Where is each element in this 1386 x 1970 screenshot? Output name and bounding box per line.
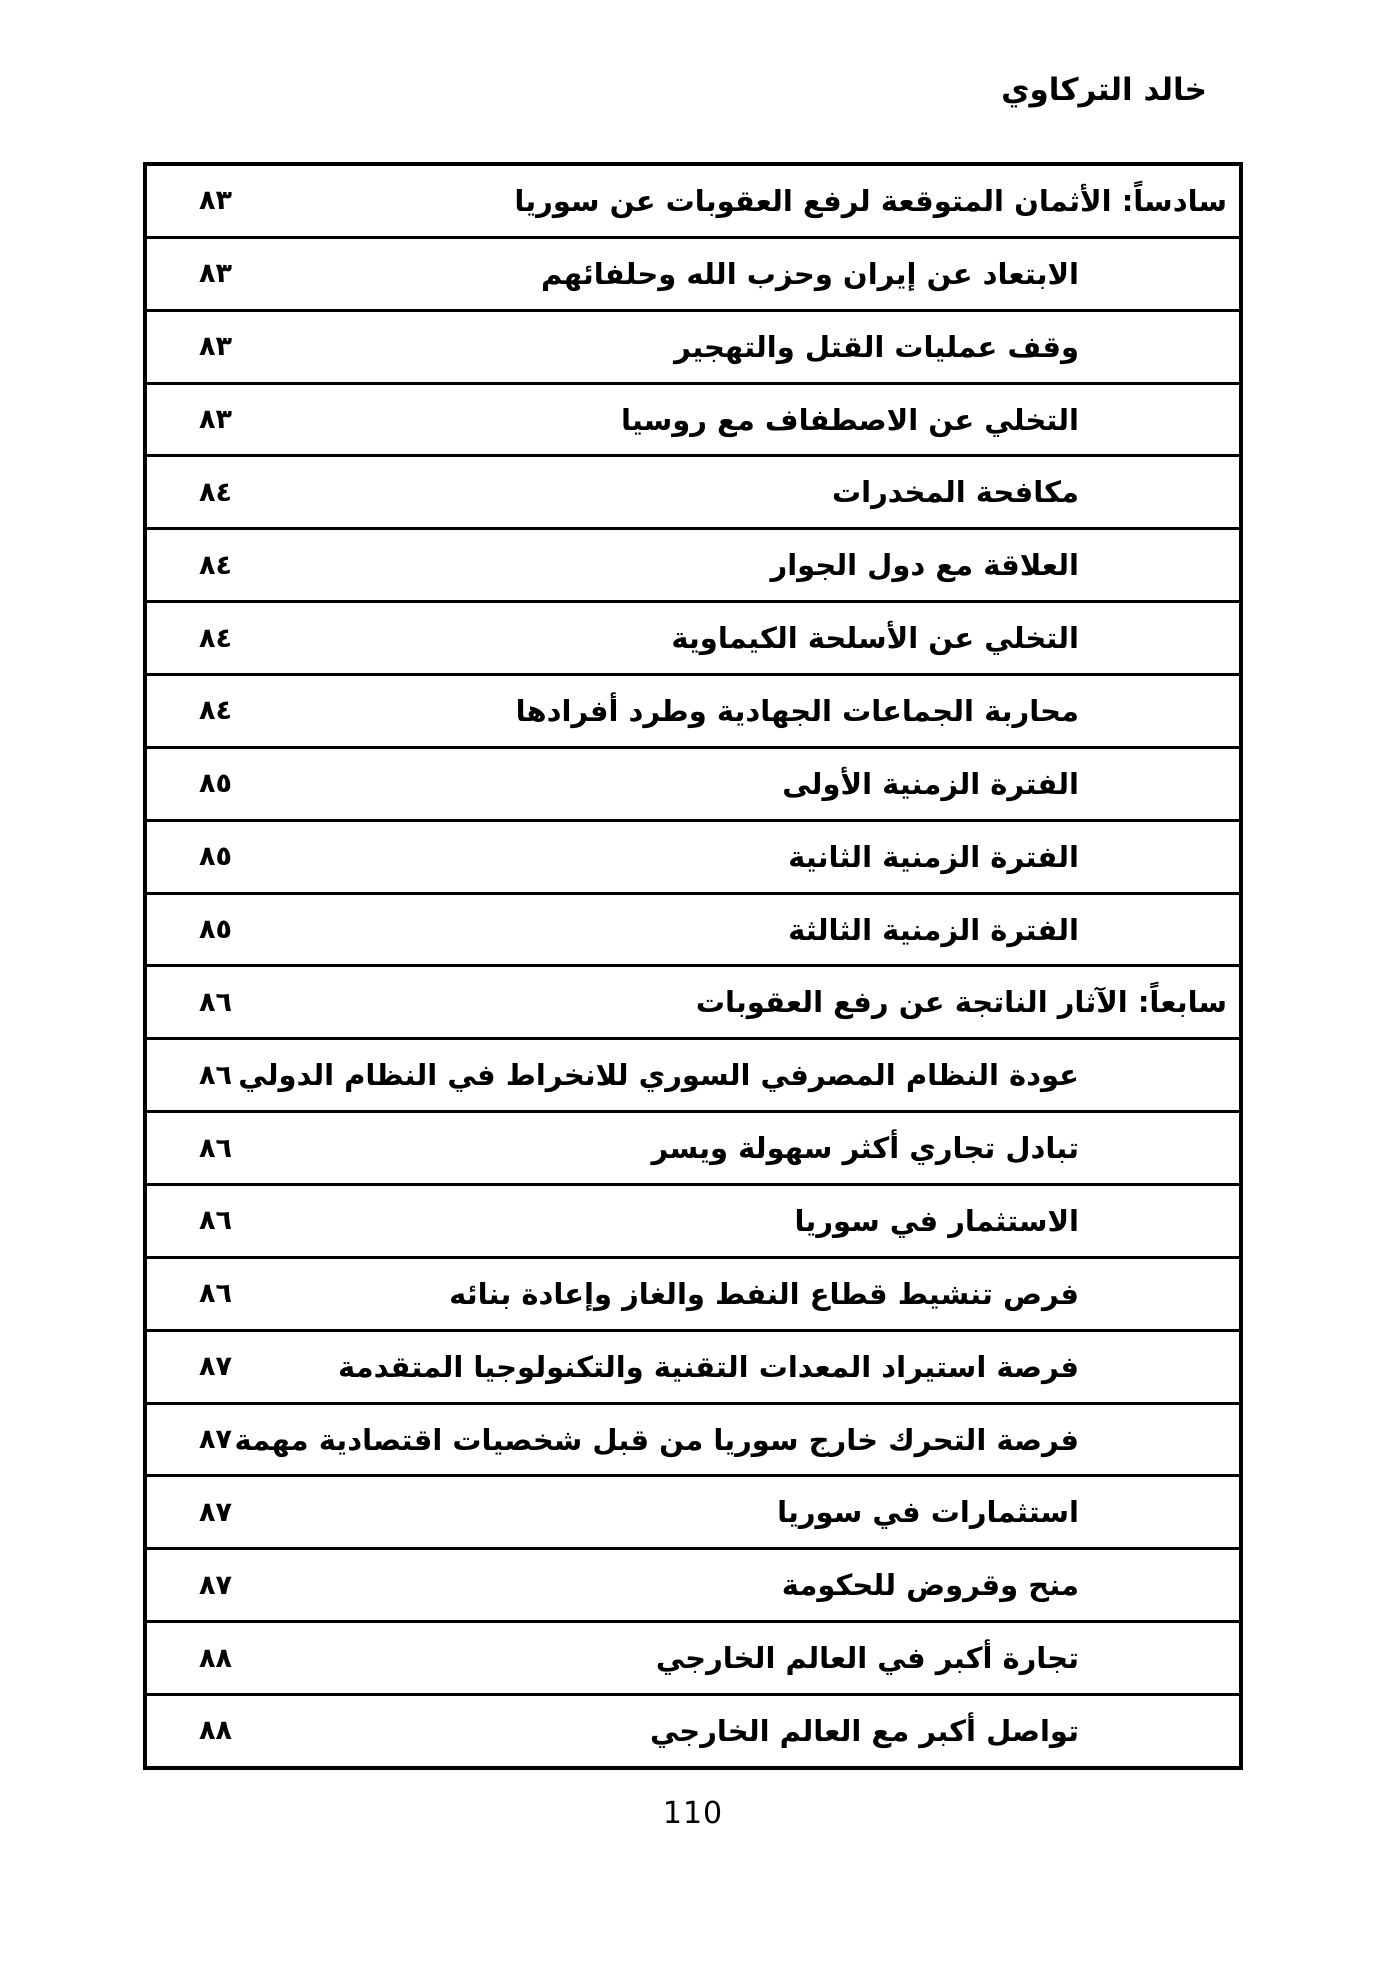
- toc-row-title: تجارة أكبر في العالم الخارجي: [655, 1641, 1079, 1676]
- toc-row: [147, 454, 1239, 527]
- toc-row-page-number: ٨٥: [199, 914, 232, 946]
- toc-row-title: فرصة التحرك خارج سوريا من قبل شخصيات اقتصادية مهمة: [234, 1422, 1079, 1457]
- toc-row-page-number: ٨٧: [199, 1351, 232, 1383]
- toc-row-page-number: ٨٤: [199, 622, 232, 654]
- toc-row: [147, 1256, 1239, 1329]
- page-number-footer: 110: [662, 1796, 724, 1831]
- toc-row-title: محاربة الجماعات الجهادية وطرد أفرادها: [515, 693, 1079, 728]
- toc-row-title: الاستثمار في سوريا: [794, 1203, 1079, 1238]
- toc-row-title: مكافحة المخدرات: [832, 475, 1079, 510]
- toc-row-page-number: ٨٥: [199, 841, 232, 873]
- toc-row-page-number: ٨٧: [199, 1424, 232, 1456]
- toc-row: [147, 1620, 1239, 1693]
- toc-row-page-number: ٨٦: [199, 986, 232, 1018]
- toc-row-title: سابعاً: الآثار الناتجة عن رفع العقوبات: [695, 985, 1227, 1020]
- toc-row: [147, 1329, 1239, 1402]
- toc-row-page-number: ٨٤: [199, 695, 232, 727]
- toc-row: [147, 1110, 1239, 1183]
- toc-row-title: الفترة الزمنية الثانية: [788, 839, 1079, 874]
- toc-row: [147, 964, 1239, 1037]
- toc-row: [147, 746, 1239, 819]
- toc-row-page-number: ٨٣: [199, 258, 232, 290]
- toc-row: [147, 309, 1239, 382]
- page-header-author: خالد التركاوي: [1001, 72, 1207, 108]
- toc-row-title: تواصل أكبر مع العالم الخارجي: [649, 1713, 1079, 1748]
- toc-row-page-number: ٨٨: [199, 1642, 232, 1674]
- toc-row-title: التخلي عن الاصطفاف مع روسيا: [620, 402, 1079, 437]
- toc-row: [147, 1037, 1239, 1110]
- toc-row-title: فرص تنشيط قطاع النفط والغاز وإعادة بنائه: [449, 1276, 1079, 1311]
- toc-row-page-number: ٨٦: [199, 1132, 232, 1164]
- toc-row: [147, 892, 1239, 965]
- toc-row-title: عودة النظام المصرفي السوري للانخراط في النظام الدولي: [238, 1058, 1079, 1093]
- toc-row: [147, 1402, 1239, 1475]
- toc-row: [147, 1693, 1239, 1766]
- toc-row-title: منح وقروض للحكومة: [781, 1568, 1079, 1603]
- toc-row-title: تبادل تجاري أكثر سهولة ويسر: [651, 1131, 1079, 1166]
- toc-row-title: سادساً: الأثمان المتوقعة لرفع العقوبات عن سوريا: [514, 183, 1227, 218]
- toc-row-title: العلاقة مع دول الجوار: [770, 548, 1079, 583]
- toc-row-page-number: ٨٦: [199, 1059, 232, 1091]
- toc-row-title: فرصة استيراد المعدات التقنية والتكنولوجيا المتقدمة: [338, 1349, 1079, 1384]
- toc-row: [147, 382, 1239, 455]
- toc-row: [147, 166, 1239, 236]
- toc-row-title: التخلي عن الأسلحة الكيماوية: [671, 621, 1079, 656]
- toc-row: [147, 1474, 1239, 1547]
- toc-row-page-number: ٨٤: [199, 476, 232, 508]
- toc-row-page-number: ٨٣: [199, 185, 232, 217]
- toc-row-page-number: ٨٣: [199, 331, 232, 363]
- toc-row-page-number: ٨٣: [199, 404, 232, 435]
- toc-row: [147, 673, 1239, 746]
- toc-row-title: الابتعاد عن إيران وحزب الله وحلفائهم: [540, 256, 1079, 291]
- toc-row: [147, 1547, 1239, 1620]
- toc-table: [143, 162, 1243, 1770]
- toc-row-page-number: ٨٧: [199, 1569, 232, 1601]
- toc-row-title: الفترة الزمنية الأولى: [782, 766, 1079, 801]
- toc-row: [147, 600, 1239, 673]
- toc-row-page-number: ٨٤: [199, 549, 232, 581]
- toc-row-page-number: ٨٦: [199, 1205, 232, 1237]
- toc-row-page-number: ٨٧: [199, 1496, 232, 1528]
- toc-row-title: الفترة الزمنية الثالثة: [788, 912, 1079, 947]
- toc-row-title: وقف عمليات القتل والتهجير: [674, 329, 1079, 364]
- toc-row: [147, 236, 1239, 309]
- toc-row: [147, 1183, 1239, 1256]
- toc-row-page-number: ٨٦: [199, 1278, 232, 1310]
- toc-row: [147, 819, 1239, 892]
- toc-row-page-number: ٨٥: [199, 768, 232, 800]
- toc-row-title: استثمارات في سوريا: [777, 1495, 1079, 1530]
- toc-row: [147, 527, 1239, 600]
- toc-row-page-number: ٨٨: [199, 1715, 232, 1747]
